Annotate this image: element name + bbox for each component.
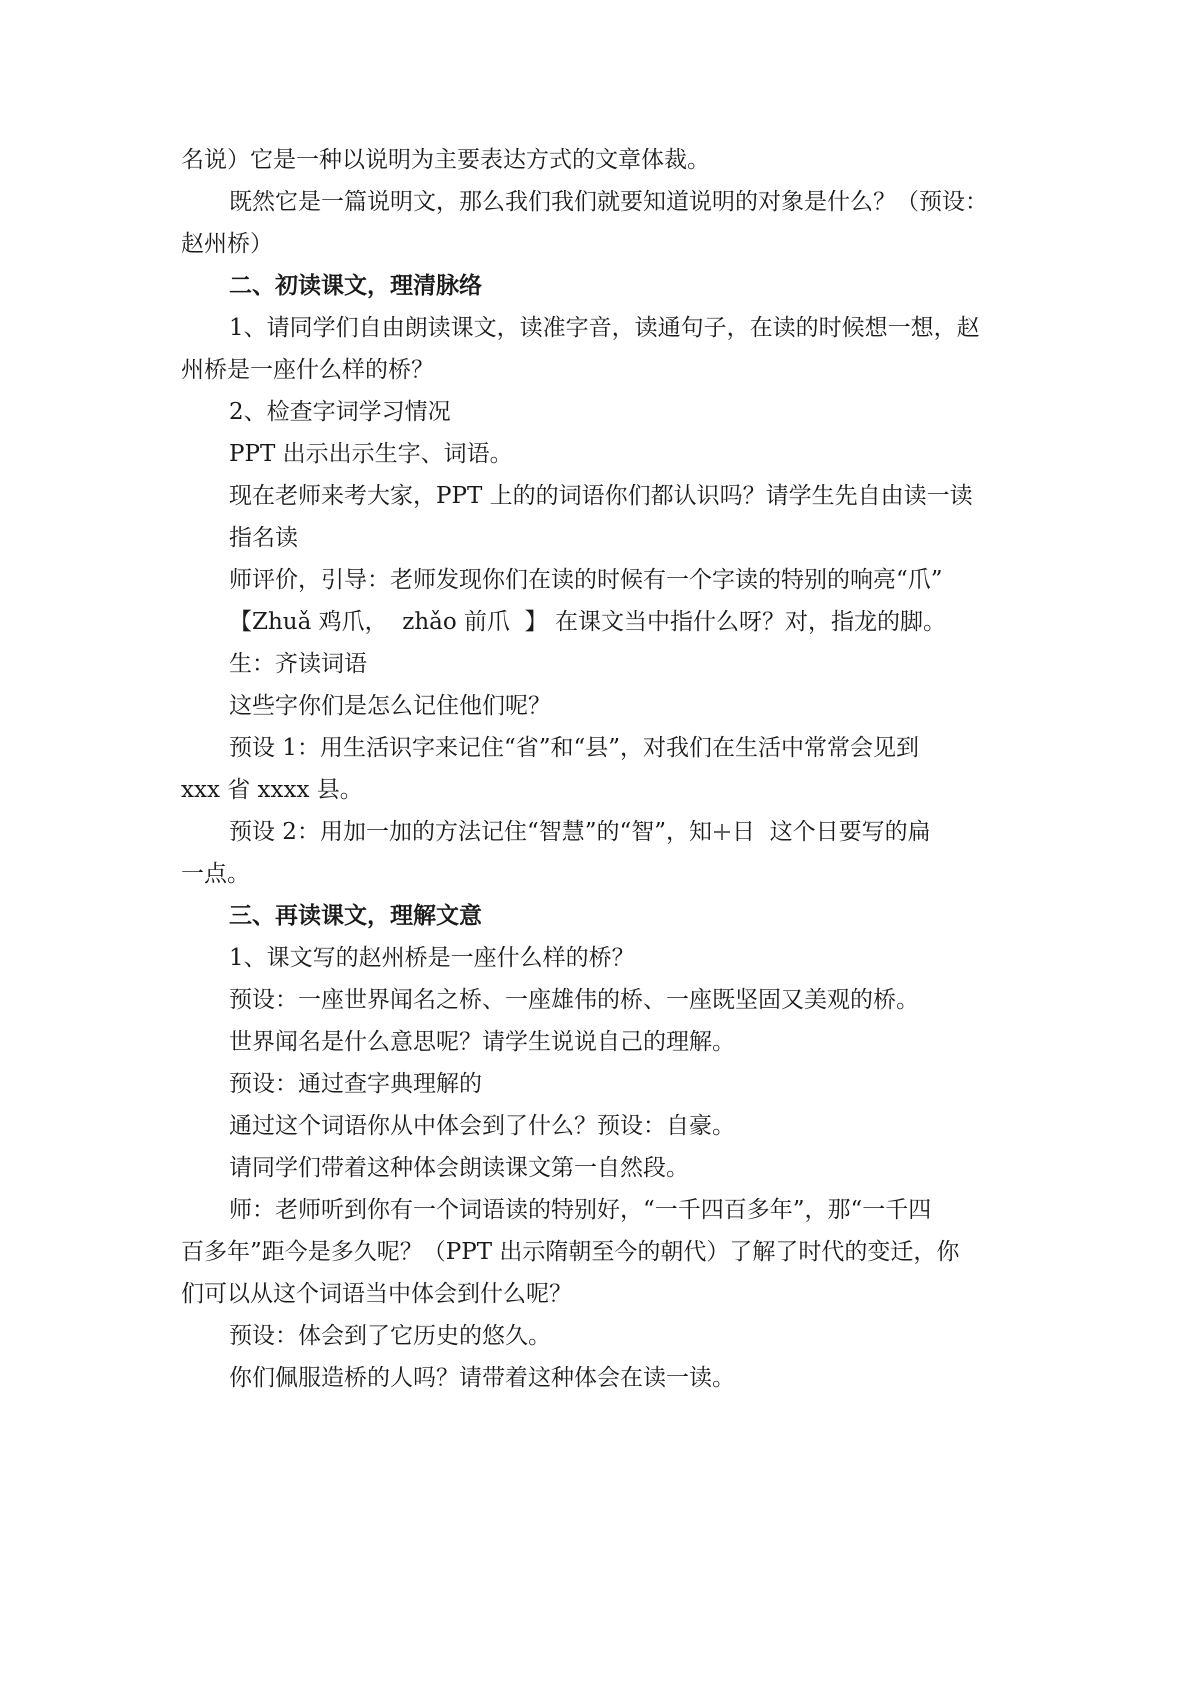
- paragraph-line: PPT 出示出示生字、词语。: [229, 441, 513, 467]
- paragraph-line: 现在老师来考大家，PPT 上的的词语你们都认识吗？请学生先自由读一读: [229, 483, 973, 509]
- paragraph-line: 一点。: [181, 861, 250, 887]
- paragraph-line: 既然它是一篇说明文，那么我们我们就要知道说明的对象是什么？（预设：: [229, 189, 988, 215]
- paragraph-line: 预设：体会到了它历史的悠久。: [229, 1323, 551, 1349]
- paragraph-line: 指名读: [229, 525, 298, 551]
- paragraph-line: 【Zhuǎ 鸡爪， zhǎo 前爪 】 在课文当中指什么呀？对，指龙的脚。: [229, 609, 946, 635]
- paragraph-line: 通过这个词语你从中体会到了什么？预设：自豪。: [229, 1113, 735, 1139]
- paragraph-line: 赵州桥）: [181, 231, 273, 257]
- paragraph-line: 1、课文写的赵州桥是一座什么样的桥？: [229, 945, 635, 971]
- paragraph-line: xxx 省 xxxx 县。: [181, 777, 363, 803]
- paragraph-line: 百多年”距今是多久呢？（PPT 出示隋朝至今的朝代）了解了时代的变迁，你: [181, 1239, 960, 1265]
- plus-cross-icon: [714, 824, 730, 840]
- paragraph-line: 请同学们带着这种体会朗读课文第一自然段。: [229, 1155, 689, 1181]
- paragraph-line: 预设 1：用生活识字来记住“省”和“县”，对我们在生活中常常会见到: [229, 735, 919, 761]
- paragraph-line: 州桥是一座什么样的桥？: [181, 357, 434, 383]
- paragraph-line: 预设：通过查字典理解的: [229, 1071, 482, 1097]
- paragraph-line: 名说）它是一种以说明为主要表达方式的文章体裁。: [181, 147, 710, 173]
- paragraph-line: 预设：一座世界闻名之桥、一座雄伟的桥、一座既坚固又美观的桥。: [229, 987, 919, 1013]
- paragraph-line: 师：老师听到你有一个词语读的特别好，“一千四百多年”，那“一千四: [229, 1197, 932, 1223]
- paragraph-line: 这些字你们是怎么记住他们呢？: [229, 693, 551, 719]
- paragraph-line: 2、检查字词学习情况: [229, 399, 451, 425]
- paragraph-line: 世界闻名是什么意思呢？请学生说说自己的理解。: [229, 1029, 735, 1055]
- section-heading: 二、初读课文，理清脉络: [229, 272, 482, 299]
- paragraph-line: 师评价，引导：老师发现你们在读的时候有一个字读的特别的响亮“爪”: [229, 567, 943, 593]
- paragraph-line: 1、请同学们自由朗读课文，读准字音，读通句子，在读的时候想一想，赵: [229, 315, 980, 341]
- paragraph-line: 们可以从这个词语当中体会到什么呢？: [181, 1281, 572, 1307]
- line-text: 预设 2：用加一加的方法记住“智慧”的“智”，知: [229, 819, 712, 845]
- line-text: 日 这个日要写的扁: [731, 819, 931, 845]
- paragraph-line: 你们佩服造桥的人吗？请带着这种体会在读一读。: [229, 1365, 735, 1391]
- paragraph-line: 生：齐读词语: [229, 651, 367, 677]
- section-heading: 三、再读课文，理解文意: [229, 902, 482, 929]
- paragraph-line: [0, 817, 1191, 847]
